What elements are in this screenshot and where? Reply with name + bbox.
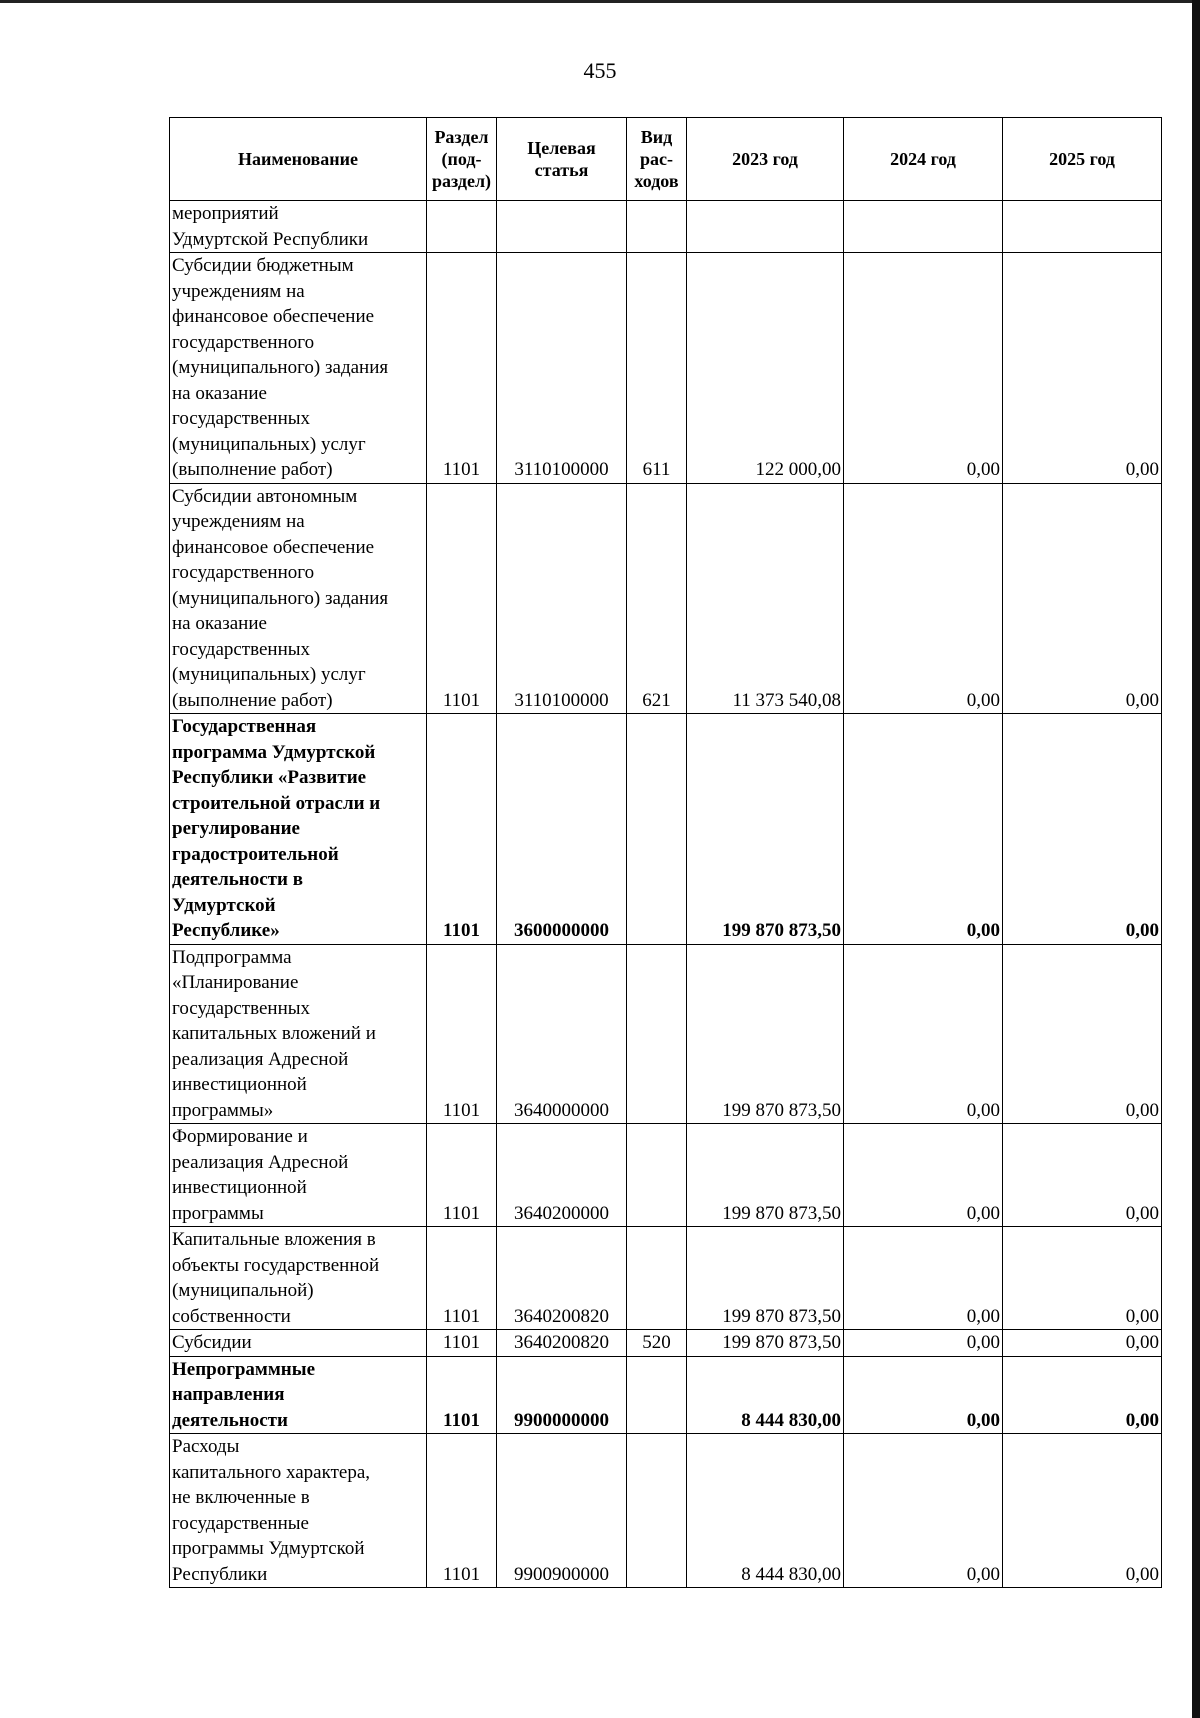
cell-type bbox=[627, 714, 687, 945]
cell-name: Формирование и реализация Адресной инвестиционной программы bbox=[170, 1124, 427, 1227]
cell-2023: 8 444 830,00 bbox=[687, 1356, 844, 1434]
budget-table bbox=[169, 117, 1162, 1588]
cell-2024 bbox=[844, 201, 1003, 253]
cell-2025: 0,00 bbox=[1003, 253, 1162, 484]
cell-2024: 0,00 bbox=[844, 944, 1003, 1124]
page-number: 455 bbox=[583, 58, 617, 83]
cell-2024: 0,00 bbox=[844, 714, 1003, 945]
cell-2025: 0,00 bbox=[1003, 483, 1162, 714]
cell-section: 1101 bbox=[427, 1434, 497, 1588]
cell-type: 611 bbox=[627, 253, 687, 484]
cell-2023: 11 373 540,08 bbox=[687, 483, 844, 714]
cell-name: Подпрограмма «Планирование государственных капитальных вложений и реализация Адресной инвестиционной программы» bbox=[170, 944, 427, 1124]
cell-2025: 0,00 bbox=[1003, 944, 1162, 1124]
cell-name: Капитальные вложения в объекты государственной (муниципальной) собственности bbox=[170, 1227, 427, 1330]
cell-target: 3110100000 bbox=[497, 483, 627, 714]
cell-name: Субсидии бюджетным учреждениям на финансовое обеспечение государственного (муниципального) задания на оказание государственных (муниципальных) услуг (выполнение работ) bbox=[170, 253, 427, 484]
header-name: Наименование bbox=[170, 118, 427, 201]
cell-target bbox=[497, 201, 627, 253]
table-row bbox=[170, 1434, 1162, 1588]
cell-2023: 122 000,00 bbox=[687, 253, 844, 484]
cell-name: мероприятий Удмуртской Республики bbox=[170, 201, 427, 253]
cell-section: 1101 bbox=[427, 1356, 497, 1434]
header-type: Вид рас- ходов bbox=[627, 118, 687, 201]
cell-name: Непрограммные направления деятельности bbox=[170, 1356, 427, 1434]
table-row bbox=[170, 1330, 1162, 1357]
cell-2023: 199 870 873,50 bbox=[687, 1330, 844, 1357]
cell-2023: 199 870 873,50 bbox=[687, 1227, 844, 1330]
table-row bbox=[170, 483, 1162, 714]
cell-target: 9900000000 bbox=[497, 1356, 627, 1434]
header-target: Целевая статья bbox=[497, 118, 627, 201]
table-row bbox=[170, 201, 1162, 253]
cell-2025: 0,00 bbox=[1003, 1124, 1162, 1227]
cell-target: 9900900000 bbox=[497, 1434, 627, 1588]
cell-2025: 0,00 bbox=[1003, 1356, 1162, 1434]
cell-section: 1101 bbox=[427, 714, 497, 945]
cell-section: 1101 bbox=[427, 483, 497, 714]
cell-2024: 0,00 bbox=[844, 1434, 1003, 1588]
cell-2025: 0,00 bbox=[1003, 1330, 1162, 1357]
cell-2023 bbox=[687, 201, 844, 253]
cell-section: 1101 bbox=[427, 1227, 497, 1330]
table-row bbox=[170, 1356, 1162, 1434]
cell-target: 3640200820 bbox=[497, 1330, 627, 1357]
header-2025: 2025 год bbox=[1003, 118, 1162, 201]
header-section: Раздел (под- раздел) bbox=[427, 118, 497, 201]
cell-target: 3600000000 bbox=[497, 714, 627, 945]
table-row bbox=[170, 1227, 1162, 1330]
cell-2024: 0,00 bbox=[844, 1356, 1003, 1434]
cell-2024: 0,00 bbox=[844, 1330, 1003, 1357]
cell-name: Субсидии bbox=[170, 1330, 427, 1357]
scan-edge-right bbox=[1192, 0, 1200, 1718]
cell-section: 1101 bbox=[427, 944, 497, 1124]
cell-2025: 0,00 bbox=[1003, 1434, 1162, 1588]
cell-2023: 8 444 830,00 bbox=[687, 1434, 844, 1588]
cell-type bbox=[627, 1124, 687, 1227]
cell-2024: 0,00 bbox=[844, 483, 1003, 714]
table-header-row bbox=[170, 118, 1162, 201]
cell-section bbox=[427, 201, 497, 253]
cell-type: 520 bbox=[627, 1330, 687, 1357]
cell-2025 bbox=[1003, 201, 1162, 253]
cell-name: Расходы капитального характера, не включенные в государственные программы Удмуртской Республики bbox=[170, 1434, 427, 1588]
cell-type bbox=[627, 1356, 687, 1434]
cell-type: 621 bbox=[627, 483, 687, 714]
header-2023: 2023 год bbox=[687, 118, 844, 201]
cell-2024: 0,00 bbox=[844, 1227, 1003, 1330]
scan-edge-top bbox=[0, 0, 1200, 3]
cell-2023: 199 870 873,50 bbox=[687, 714, 844, 945]
table-row bbox=[170, 253, 1162, 484]
cell-type bbox=[627, 1434, 687, 1588]
cell-type bbox=[627, 201, 687, 253]
cell-2023: 199 870 873,50 bbox=[687, 944, 844, 1124]
cell-2024: 0,00 bbox=[844, 1124, 1003, 1227]
cell-target: 3110100000 bbox=[497, 253, 627, 484]
cell-name: Субсидии автономным учреждениям на финансовое обеспечение государственного (муниципального) задания на оказание государственных (муниципальных) услуг (выполнение работ) bbox=[170, 483, 427, 714]
cell-section: 1101 bbox=[427, 253, 497, 484]
cell-section: 1101 bbox=[427, 1330, 497, 1357]
cell-target: 3640200000 bbox=[497, 1124, 627, 1227]
table-row bbox=[170, 1124, 1162, 1227]
cell-type bbox=[627, 944, 687, 1124]
cell-2025: 0,00 bbox=[1003, 1227, 1162, 1330]
table-row bbox=[170, 944, 1162, 1124]
cell-2024: 0,00 bbox=[844, 253, 1003, 484]
cell-type bbox=[627, 1227, 687, 1330]
cell-name: Государственная программа Удмуртской Республики «Развитие строительной отрасли и регулирование градостроительной деятельности в Удмуртской Республике» bbox=[170, 714, 427, 945]
header-2024: 2024 год bbox=[844, 118, 1003, 201]
cell-target: 3640200820 bbox=[497, 1227, 627, 1330]
table-row bbox=[170, 714, 1162, 945]
cell-2023: 199 870 873,50 bbox=[687, 1124, 844, 1227]
cell-2025: 0,00 bbox=[1003, 714, 1162, 945]
cell-section: 1101 bbox=[427, 1124, 497, 1227]
cell-target: 3640000000 bbox=[497, 944, 627, 1124]
